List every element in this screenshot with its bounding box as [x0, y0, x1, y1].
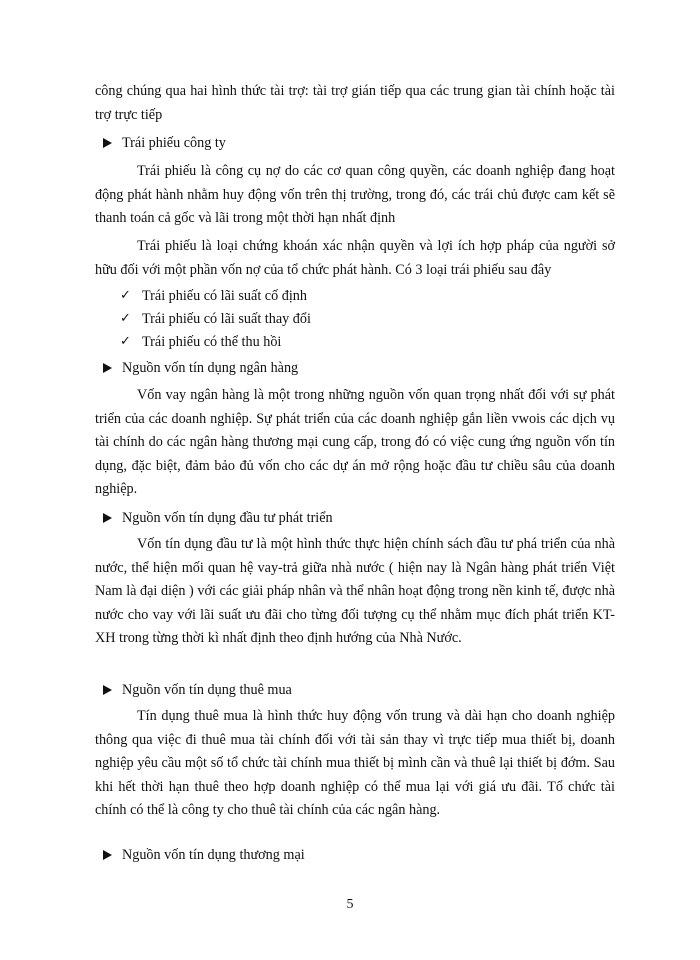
arrow-bullet-icon: [103, 513, 112, 523]
heading-bank-credit: [103, 358, 298, 378]
page-number: 5: [346, 897, 354, 912]
paragraph-text: Trái phiếu là công cụ nợ do các cơ quan công quyền, các doanh nghiệp đang hoạt động phát hành nhằm huy động vốn trên thị trường, trong đó, các trái chủ được cam kết sẽ thanh toán cả gốc và lãi trong một thời hạn nhất định: [95, 163, 615, 226]
heading-text: Nguồn vốn tín dụng thương mại: [122, 847, 305, 863]
list-item-floating-rate-bond: [120, 309, 311, 329]
paragraph-text: Trái phiếu là loại chứng khoán xác nhận quyền và lợi ích hợp pháp của người sở hữu đối với một phần vốn nợ của tổ chức phát hành. Có 3 loại trái phiếu sau đây: [95, 238, 615, 278]
list-item-text: Trái phiếu có lãi suất cố định: [142, 288, 307, 304]
heading-leasing-credit: [103, 680, 292, 700]
heading-development-investment-credit: [103, 508, 333, 528]
paragraph-text: Tín dụng thuê mua là hình thức huy động vốn trung và dài hạn cho doanh nghiệp thông qua việc đi thuê mua tài chính đối với tài sản thay vì trực tiếp mua thiết bị, doanh nghiệp yêu cầu một số tổ chức tài chính mua thiết bị mình cần và thuê lại thiết bị đớm. Sau khi hết thời hạn thuê theo hợp doanh nghiệp có thể mua lại với giá ưu đãi. Tổ chức tài chính có thể là công ty cho thuê tài chính của các ngân hàng.: [95, 708, 615, 818]
list-item-text: Trái phiếu có thể thu hồi: [142, 334, 282, 350]
paragraph-text: Vốn vay ngân hàng là một trong những nguồn vốn quan trọng nhất đối với sự phát triển của các doanh nghiệp. Sự phát triển của các doanh nghiệp gắn liền vwois các dịch vụ tài chính do các ngân hàng thương mại cung cấp, trong đó có việc cung ứng nguồn vốn tín dụng, đặc biệt, đảm bảo đủ vốn cho các dự án mở rộng hoặc đầu tư chiều sâu của doanh nghiệp.: [95, 387, 615, 497]
arrow-bullet-icon: [103, 363, 112, 373]
list-item-callable-bond: [120, 332, 281, 352]
paragraph-public-financing: [95, 80, 615, 127]
arrow-bullet-icon: [103, 685, 112, 695]
paragraph-text: công chúng qua hai hình thức tài trợ: tài trợ gián tiếp qua các trung gian tài chính hoặc tài trợ trực tiếp: [95, 83, 615, 123]
paragraph-text: Vốn tín dụng đầu tư là một hình thức thực hiện chính sách đầu tư phá triển của nhà nước, thể hiện mối quan hệ vay-trả giữa nhà nước ( hiện nay là Ngân hàng phát triển Việt Nam là đại diện ) với các giải pháp nhân và thể nhân hoạt động trong nền kinh tế, được nhà nước cho vay với lãi suất ưu đãi cho từng đối tượng cụ thể nhằm mục đích phát triển KT-XH trong từng thời kì nhất định theo định hướng của Nhà Nước.: [95, 536, 615, 646]
heading-text: Nguồn vốn tín dụng ngân hàng: [122, 360, 299, 376]
checkmark-icon: ✓: [120, 288, 131, 303]
paragraph-investment-credit: [95, 533, 615, 651]
arrow-bullet-icon: [103, 850, 112, 860]
list-item-fixed-rate-bond: [120, 286, 307, 306]
checkmark-icon: ✓: [120, 334, 131, 349]
heading-text: Trái phiếu công ty: [122, 135, 226, 151]
arrow-bullet-icon: [103, 138, 112, 148]
paragraph-bond-types-intro: [95, 235, 615, 282]
paragraph-leasing: [95, 705, 615, 823]
heading-text: Nguồn vốn tín dụng đầu tư phát triển: [122, 510, 333, 526]
heading-text: Nguồn vốn tín dụng thuê mua: [122, 682, 292, 698]
list-item-text: Trái phiếu có lãi suất thay đổi: [142, 311, 311, 327]
paragraph-bond-definition: [95, 160, 615, 231]
heading-corporate-bonds: [103, 133, 226, 153]
paragraph-bank-loans: [95, 384, 615, 502]
checkmark-icon: ✓: [120, 311, 131, 326]
heading-commercial-credit: [103, 845, 305, 865]
